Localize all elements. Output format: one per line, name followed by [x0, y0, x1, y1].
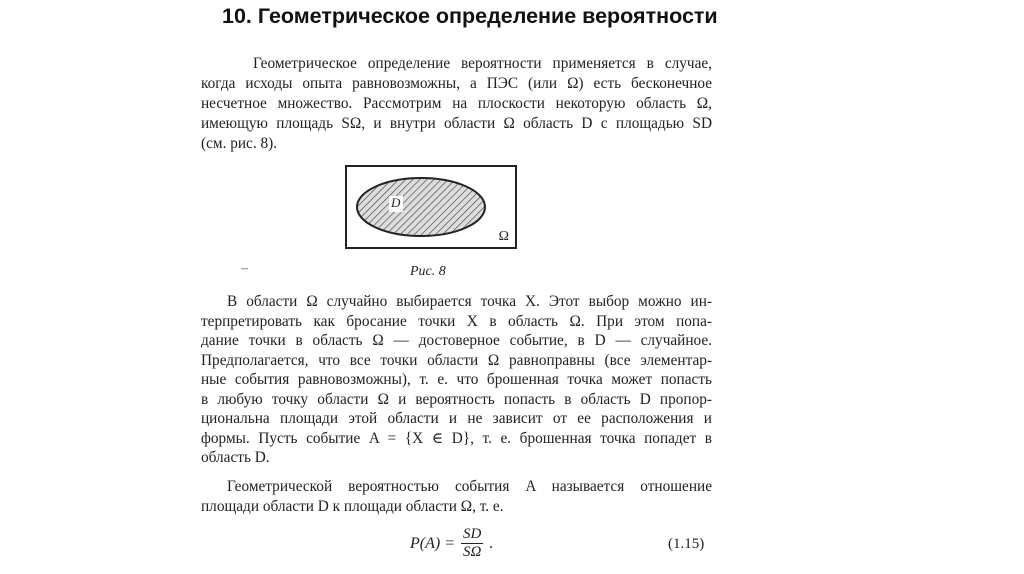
formula-lhs: P(A) = — [410, 534, 455, 552]
text-line: Геометрической вероятностью события A называется отношение — [227, 478, 712, 495]
equation-number: (1.15) — [668, 536, 705, 552]
text-line: циональна площади этой области и не зависит от ее расположения и — [201, 410, 712, 427]
section-title: 10. Геометрическое определение вероятности — [222, 4, 718, 28]
figure-caption: Рис. 8 — [410, 264, 446, 279]
text-line: несчетное множество. Рассмотрим на плоскости некоторую область Ω, — [201, 95, 712, 112]
text-line: формы. Пусть событие A = {X ∈ D}, т. е. брошенная точка попадет в — [201, 429, 712, 447]
text-line: В области Ω случайно выбирается точка X. Этот выбор можно ин- — [227, 293, 712, 310]
formula-geometric-probability — [410, 526, 493, 561]
label-d: D — [391, 195, 401, 210]
formula-tail: . — [489, 534, 494, 552]
text-line: ные события равновозможны), т. е. что брошенная точка может попасть — [201, 371, 712, 388]
text-line: дание точки в область Ω — достоверное событие, в D — случайное. — [201, 332, 712, 349]
text-line: когда исходы опыта равновозможны, а ПЭС (или Ω) есть бесконечное — [201, 75, 712, 92]
text-line: область D. — [201, 449, 270, 466]
numerator: SD — [463, 526, 482, 542]
text-line: терпретировать как бросание точки X в область Ω. При этом попа- — [201, 312, 712, 330]
ellipse-d-hatched — [347, 167, 519, 251]
text-line: площади области D к площади области Ω, т. е. — [201, 497, 504, 515]
fraction — [461, 526, 483, 561]
text-line: Предполагается, что все точки области Ω равноправны (все элементар- — [201, 351, 712, 369]
text-line: в любую точку области Ω и вероятность попасть в область D пропор- — [201, 390, 712, 408]
denominator: SΩ — [462, 544, 482, 560]
figure-omega-rectangle — [345, 165, 517, 249]
label-omega: Ω — [498, 229, 509, 244]
text-line: имеющую площадь SΩ, и внутри области Ω область D с площадью SD — [201, 115, 712, 132]
text-line: (см. рис. 8). — [201, 135, 278, 152]
margin-mark: – — [241, 261, 248, 276]
text-line: Геометрическое определение вероятности применяется в случае, — [253, 55, 712, 72]
